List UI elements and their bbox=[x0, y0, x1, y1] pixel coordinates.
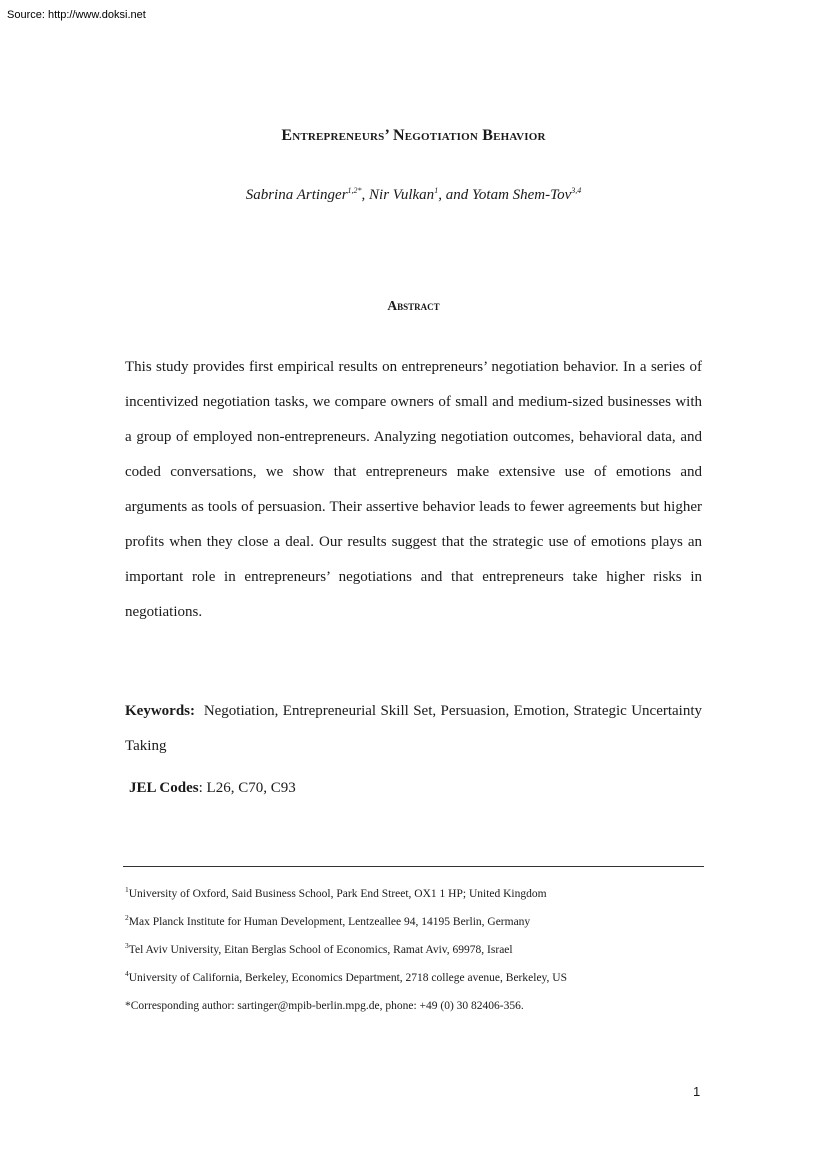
page-number: 1 bbox=[693, 1084, 701, 1099]
jel-codes-text: : L26, C70, C93 bbox=[198, 780, 296, 796]
author-name: Yotam Shem-Tov bbox=[471, 187, 572, 203]
jel-label: JEL Codes bbox=[129, 780, 199, 796]
author-name: Nir Vulkan bbox=[369, 187, 435, 203]
keywords-label: Keywords: bbox=[125, 703, 195, 719]
footnote-text: University of Oxford, Said Business School, Park End Street, OX1 1 HP; United Kingdom bbox=[128, 888, 547, 900]
keywords-text: Negotiation, Entrepreneurial Skill Set, Persuasion, Emotion, Strategic Uncertainty Taking bbox=[125, 703, 703, 754]
footnote bbox=[125, 964, 705, 992]
footnote-text: Tel Aviv University, Eitan Berglas School of Economics, Ramat Aviv, 69978, Israel bbox=[128, 944, 513, 956]
author-affiliation-mark: 1 bbox=[434, 186, 439, 195]
abstract-heading: Abstract bbox=[387, 298, 440, 313]
author-separator: , and bbox=[438, 187, 472, 203]
footnote-divider bbox=[123, 866, 704, 867]
author-name: Sabrina Artinger bbox=[245, 187, 348, 203]
author-separator: , bbox=[361, 187, 370, 203]
author-list bbox=[0, 187, 827, 204]
author-affiliation-mark: 1,2* bbox=[347, 186, 362, 195]
abstract-body: This study provides first empirical results on entrepreneurs’ negotiation behavior. In a series of incentivized negotiation tasks, we compare owners of small and medium-sized businesses with a group of employed non-entrepreneurs. Analyzing negotiation outcomes, behavioral data, and coded conversations, we show that entrepreneurs make extensive use of emotions and arguments as tools of persuasion. Their assertive behavior leads to fewer agreements but higher profits when they close a deal. Our results suggest that the strategic use of emotions plays an important role in entrepreneurs’ negotiations and that entrepreneurs take higher risks in negotiations. bbox=[125, 359, 702, 620]
footnote-mark: 4 bbox=[125, 969, 129, 979]
paper-title: Entrepreneurs’ Negotiation Behavior bbox=[281, 127, 546, 144]
keywords-section bbox=[125, 694, 702, 764]
footnote-mark: 3 bbox=[125, 941, 129, 951]
footnote bbox=[125, 908, 705, 936]
footnote bbox=[125, 992, 705, 1020]
author-affiliation-mark: 3,4 bbox=[571, 186, 582, 195]
footnote-text: Max Planck Institute for Human Development, Lentzeallee 94, 14195 Berlin, Germany bbox=[128, 916, 531, 928]
footnotes bbox=[125, 880, 705, 1020]
footnote bbox=[125, 880, 705, 908]
source-label: Source: http://www.doksi.net bbox=[7, 9, 146, 21]
jel-codes-section bbox=[129, 780, 296, 797]
footnote-mark: 2 bbox=[125, 913, 129, 923]
footnote-text: University of California, Berkeley, Economics Department, 2718 college avenue, Berkeley, US bbox=[128, 972, 567, 984]
footnote-mark: 1 bbox=[125, 885, 129, 895]
footnote-text: *Corresponding author: sartinger@mpib-berlin.mpg.de, phone: +49 (0) 30 82406-356. bbox=[125, 1000, 524, 1012]
footnote bbox=[125, 936, 705, 964]
